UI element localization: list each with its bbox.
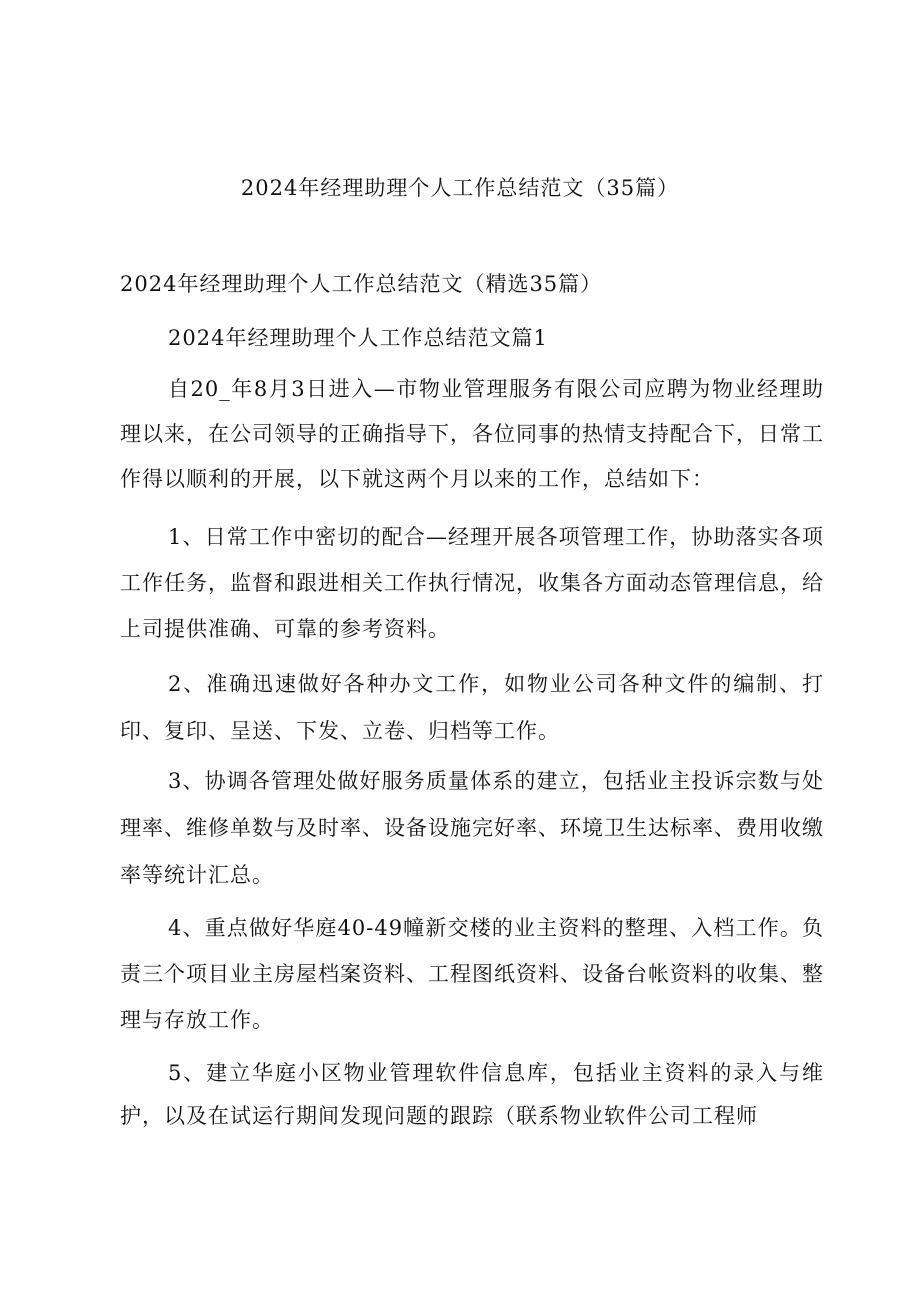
- paragraph-item-4: 4、重点做好华庭40-49幢新交楼的业主资料的整理、入档工作。负责三个项目业主房屋档案资料、工程图纸资料、设备台帐资料的收集、整理与存放工作。: [120, 916, 824, 1032]
- paragraph-item-5: 5、建立华庭小区物业管理软件信息库，包括业主资料的录入与维护，以及在试运行期间发现问题的跟踪（联系物业软件公司工程师: [120, 1061, 824, 1128]
- paragraph-intro: 自20_年8月3日进入—市物业管理服务有限公司应聘为物业经理助理以来，在公司领导的正确指导下，各位同事的热情支持配合下，日常工作得以顺利的开展，以下就这两个月以来的工作，总结如下：: [120, 377, 824, 491]
- document-subtitle: 2024年经理助理个人工作总结范文（精选35篇）: [120, 272, 603, 296]
- paragraph-item-3: 3、协调各管理处做好服务质量体系的建立，包括业主投诉宗数与处理率、维修单数与及时率、设备设施完好率、环境卫生达标率、费用收缴率等统计汇总。: [120, 769, 824, 887]
- paragraph-item-1: 1、日常工作中密切的配合—经理开展各项管理工作，协助落实各项工作任务，监督和跟进相关工作执行情况，收集各方面动态管理信息，给上司提供准确、可靠的参考资料。: [120, 525, 824, 641]
- section-heading: 2024年经理助理个人工作总结范文篇1: [168, 326, 548, 350]
- paragraph-item-2: 2、准确迅速做好各种办文工作，如物业公司各种文件的编制、打印、复印、呈送、下发、立卷、归档等工作。: [120, 672, 824, 743]
- document-title: 2024年经理助理个人工作总结范文（35篇）: [240, 176, 680, 200]
